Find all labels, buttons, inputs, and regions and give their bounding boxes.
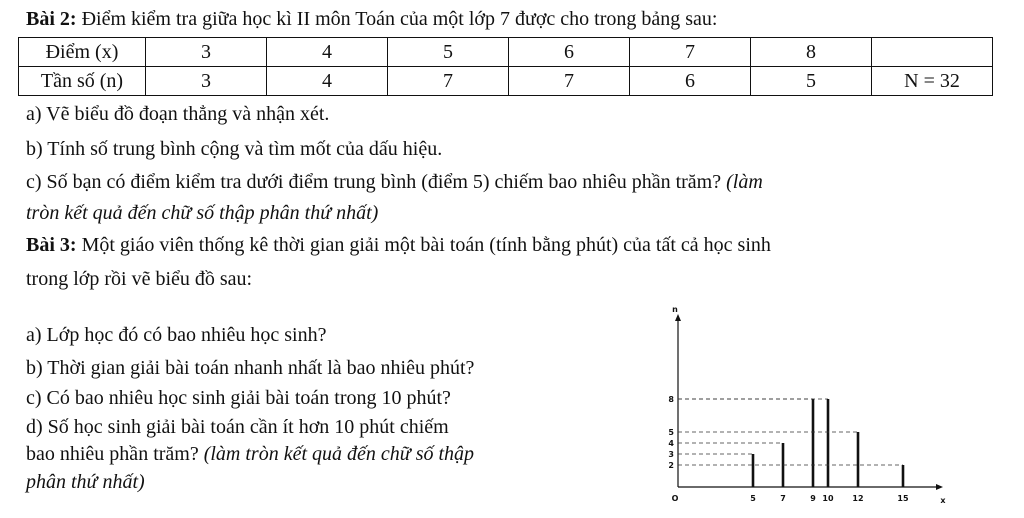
y-tick-label: 8 bbox=[668, 395, 674, 404]
bai3-question-d-text: bao nhiêu phần trăm? bbox=[26, 443, 199, 465]
bai3-question-d-note: (làm tròn kết quả đến chữ số thập bbox=[203, 443, 475, 465]
bai3-label: Bài 3: bbox=[26, 234, 77, 256]
bai3-question-d-note-cont: phân thứ nhất) bbox=[26, 471, 145, 493]
bai2-title bbox=[26, 8, 717, 30]
bai2-question-a: a) Vẽ biểu đồ đoạn thẳng và nhận xét. bbox=[26, 103, 330, 125]
y-tick-label: 5 bbox=[668, 428, 674, 437]
bai2-question-b: b) Tính số trung bình cộng và tìm mốt của dấu hiệu. bbox=[26, 138, 443, 160]
score-cell: 4 bbox=[267, 38, 388, 67]
bai2-title-text: Điểm kiểm tra giữa học kì II môn Toán của một lớp 7 được cho trong bảng sau: bbox=[76, 8, 718, 30]
y-axis-label: n bbox=[672, 305, 678, 314]
bai2-label: Bài 2: bbox=[26, 8, 77, 30]
freq-cell: 7 bbox=[388, 67, 509, 96]
score-cell: 3 bbox=[146, 38, 267, 67]
freq-cell: 6 bbox=[630, 67, 751, 96]
y-axis-arrow bbox=[675, 314, 681, 321]
bai3-title-text: Một giáo viên thống kê thời gian giải một bài toán (tính bằng phút) của tất cả học sinh bbox=[76, 234, 771, 256]
x-tick-label: 12 bbox=[852, 494, 864, 503]
score-cell: 8 bbox=[751, 38, 872, 67]
empty-cell bbox=[872, 38, 993, 67]
y-tick-label: 3 bbox=[668, 450, 674, 459]
bai3-title-cont: trong lớp rồi vẽ biểu đồ sau: bbox=[26, 268, 253, 290]
score-cell: 6 bbox=[509, 38, 630, 67]
bai3-question-d: d) Số học sinh giải bài toán cần ít hơn 10 phút chiếm bbox=[26, 416, 449, 438]
score-table bbox=[18, 37, 993, 96]
row-label-score: Điểm (x) bbox=[19, 38, 146, 67]
x-axis-arrow bbox=[936, 484, 943, 490]
x-tick-label: 5 bbox=[750, 494, 756, 503]
bai2-question-c-note-cont: tròn kết quả đến chữ số thập phân thứ nhất) bbox=[26, 202, 379, 224]
x-tick-label: 9 bbox=[810, 494, 816, 503]
y-tick-label: 4 bbox=[668, 439, 674, 448]
x-axis-label: x bbox=[940, 496, 946, 505]
y-tick-label: 2 bbox=[668, 461, 674, 470]
bai2-question-c-text: c) Số bạn có điểm kiểm tra dưới điểm trung bình (điểm 5) chiếm bao nhiêu phần trăm? bbox=[26, 171, 722, 193]
origin-label: O bbox=[671, 494, 679, 503]
bai3-question-b: b) Thời gian giải bài toán nhanh nhất là bao nhiêu phút? bbox=[26, 357, 475, 379]
freq-cell: 7 bbox=[509, 67, 630, 96]
segment-chart bbox=[648, 300, 978, 514]
freq-cell: 4 bbox=[267, 67, 388, 96]
x-tick-label: 7 bbox=[780, 494, 786, 503]
freq-cell: 5 bbox=[751, 67, 872, 96]
x-tick-label: 10 bbox=[822, 494, 834, 503]
x-tick-label: 15 bbox=[897, 494, 909, 503]
bai3-title bbox=[26, 234, 771, 256]
bai2-question-c bbox=[26, 171, 763, 193]
bai2-question-c-note: (làm bbox=[726, 171, 763, 193]
score-cell: 5 bbox=[388, 38, 509, 67]
total-cell: N = 32 bbox=[872, 67, 993, 96]
bai3-question-d-cont bbox=[26, 443, 474, 465]
score-cell: 7 bbox=[630, 38, 751, 67]
bai3-question-c: c) Có bao nhiêu học sinh giải bài toán trong 10 phút? bbox=[26, 387, 451, 409]
freq-cell: 3 bbox=[146, 67, 267, 96]
table-row-scores bbox=[19, 38, 993, 67]
bai3-question-a: a) Lớp học đó có bao nhiêu học sinh? bbox=[26, 324, 327, 346]
row-label-freq: Tần số (n) bbox=[19, 67, 146, 96]
table-row-freqs bbox=[19, 67, 993, 96]
